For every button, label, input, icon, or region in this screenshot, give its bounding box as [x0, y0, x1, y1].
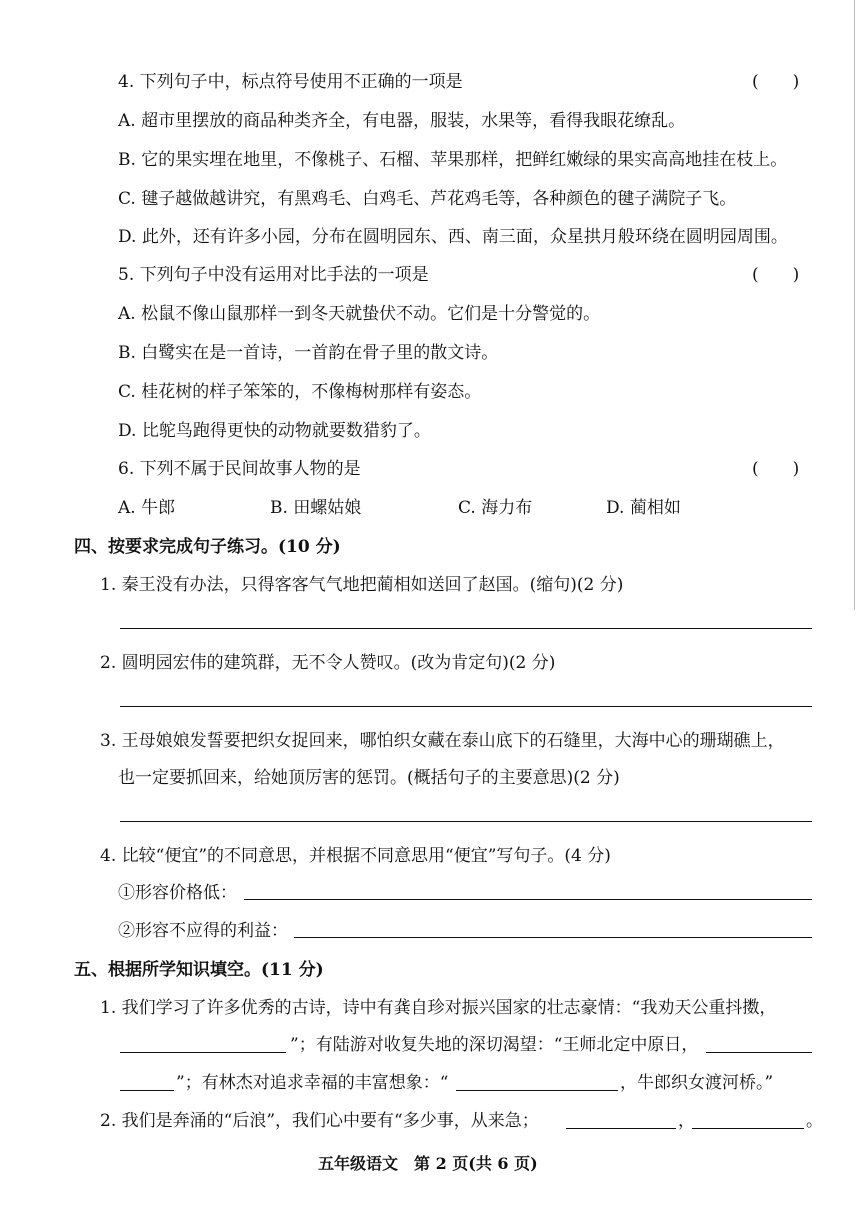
- s4-q4-opt2-answer-line[interactable]: [294, 937, 812, 938]
- q5-option-b: B. 白鹭实在是一首诗，一首韵在骨子里的散文诗。: [118, 343, 499, 363]
- s5-f2-comma: ，: [678, 1111, 695, 1131]
- s4-q1-answer-line[interactable]: [120, 628, 812, 629]
- s5-f1-blank1[interactable]: [120, 1052, 286, 1053]
- s5-f2-blank1[interactable]: [566, 1128, 676, 1129]
- s5-f1-line3-text1: ”；有林杰对追求幸福的丰富想象：“: [176, 1073, 449, 1093]
- s5-f2-blank2[interactable]: [692, 1128, 804, 1129]
- q5-option-d: D. 比鸵鸟跑得更快的动物就要数猎豹了。: [118, 421, 431, 441]
- q4-option-a: A. 超市里摆放的商品种类齐全，有电器，服装，水果等，看得我眼花缭乱。: [118, 111, 686, 131]
- q4-option-b: B. 它的果实埋在地里，不像桃子、石榴、苹果那样，把鲜红嫩绿的果实高高地挂在枝上。: [118, 150, 788, 170]
- s5-f1-blank2[interactable]: [706, 1052, 812, 1053]
- page-footer: 五年级语文 第 2 页(共 6 页): [318, 1154, 538, 1173]
- section5-title: 五、根据所学知识填空。(11 分): [74, 960, 324, 980]
- s4-q1: 1. 秦王没有办法，只得客客气气地把蔺相如送回了赵国。(缩句)(2 分): [100, 575, 624, 595]
- s4-q2-answer-line[interactable]: [120, 706, 812, 707]
- s4-q3-answer-line[interactable]: [120, 821, 812, 822]
- q4-option-c: C. 毽子越做越讲究，有黑鸡毛、白鸡毛、芦花鸡毛等，各种颜色的毽子满院子飞。: [118, 189, 737, 209]
- s5-f2-end: 。: [806, 1111, 823, 1131]
- s5-f1-blank3[interactable]: [120, 1090, 174, 1091]
- s4-q2: 2. 圆明园宏伟的建筑群，无不令人赞叹。(改为肯定句)(2 分): [100, 653, 556, 673]
- s5-f1-line1: 1. 我们学习了许多优秀的古诗，诗中有龚自珍对振兴国家的壮志豪情：“我劝天公重抖擞，: [100, 998, 777, 1018]
- q6-stem: 6. 下列不属于民间故事人物的是: [118, 459, 361, 479]
- q4-option-d: D. 此外，还有许多小园，分布在圆明园东、西、南三面，众星拱月般环绕在圆明园周围。: [118, 227, 788, 247]
- q5-stem: 5. 下列句子中没有运用对比手法的一项是: [118, 265, 429, 285]
- s5-f1-blank4[interactable]: [456, 1090, 618, 1091]
- q5-option-c: C. 桂花树的样子笨笨的，不像梅树那样有姿态。: [118, 382, 482, 402]
- q4-stem: 4. 下列句子中，标点符号使用不正确的一项是: [118, 72, 463, 92]
- q6-option-d: D. 蔺相如: [606, 498, 681, 518]
- section4-title: 四、按要求完成句子练习。(10 分): [74, 537, 341, 557]
- page-edge: [854, 0, 867, 610]
- q6-option-c: C. 海力布: [458, 498, 533, 518]
- s5-f1-line2-text: ”；有陆游对收复失地的深切渴望：“王师北定中原日，: [290, 1035, 699, 1055]
- q5-answer-paren[interactable]: ( ): [752, 265, 800, 285]
- s4-q4-opt1-answer-line[interactable]: [244, 899, 812, 900]
- q5-option-a: A. 松鼠不像山鼠那样一到冬天就蛰伏不动。它们是十分警觉的。: [118, 304, 601, 324]
- s4-q4-opt1-label: ①形容价格低：: [118, 883, 237, 903]
- s4-q3-line2: 也一定要抓回来，给她顶厉害的惩罚。(概括句子的主要意思)(2 分): [118, 768, 620, 788]
- q6-option-b: B. 田螺姑娘: [270, 498, 362, 518]
- q4-answer-paren[interactable]: ( ): [752, 72, 800, 92]
- s4-q4-opt2-label: ②形容不应得的利益：: [118, 921, 288, 941]
- s5-f2-text: 2. 我们是奔涌的“后浪”，我们心中要有“多少事，从来急；: [100, 1111, 539, 1131]
- s5-f1-line3-text2: ，牛郎织女渡河桥。”: [620, 1073, 774, 1093]
- s4-q3-line1: 3. 王母娘娘发誓要把织女捉回来，哪怕织女藏在泰山底下的石缝里，大海中心的珊瑚礁上，: [100, 731, 785, 751]
- q6-option-a: A. 牛郎: [118, 498, 176, 518]
- q6-answer-paren[interactable]: ( ): [752, 459, 800, 479]
- s4-q4: 4. 比较“便宜”的不同意思，并根据不同意思用“便宜”写句子。(4 分): [100, 846, 611, 866]
